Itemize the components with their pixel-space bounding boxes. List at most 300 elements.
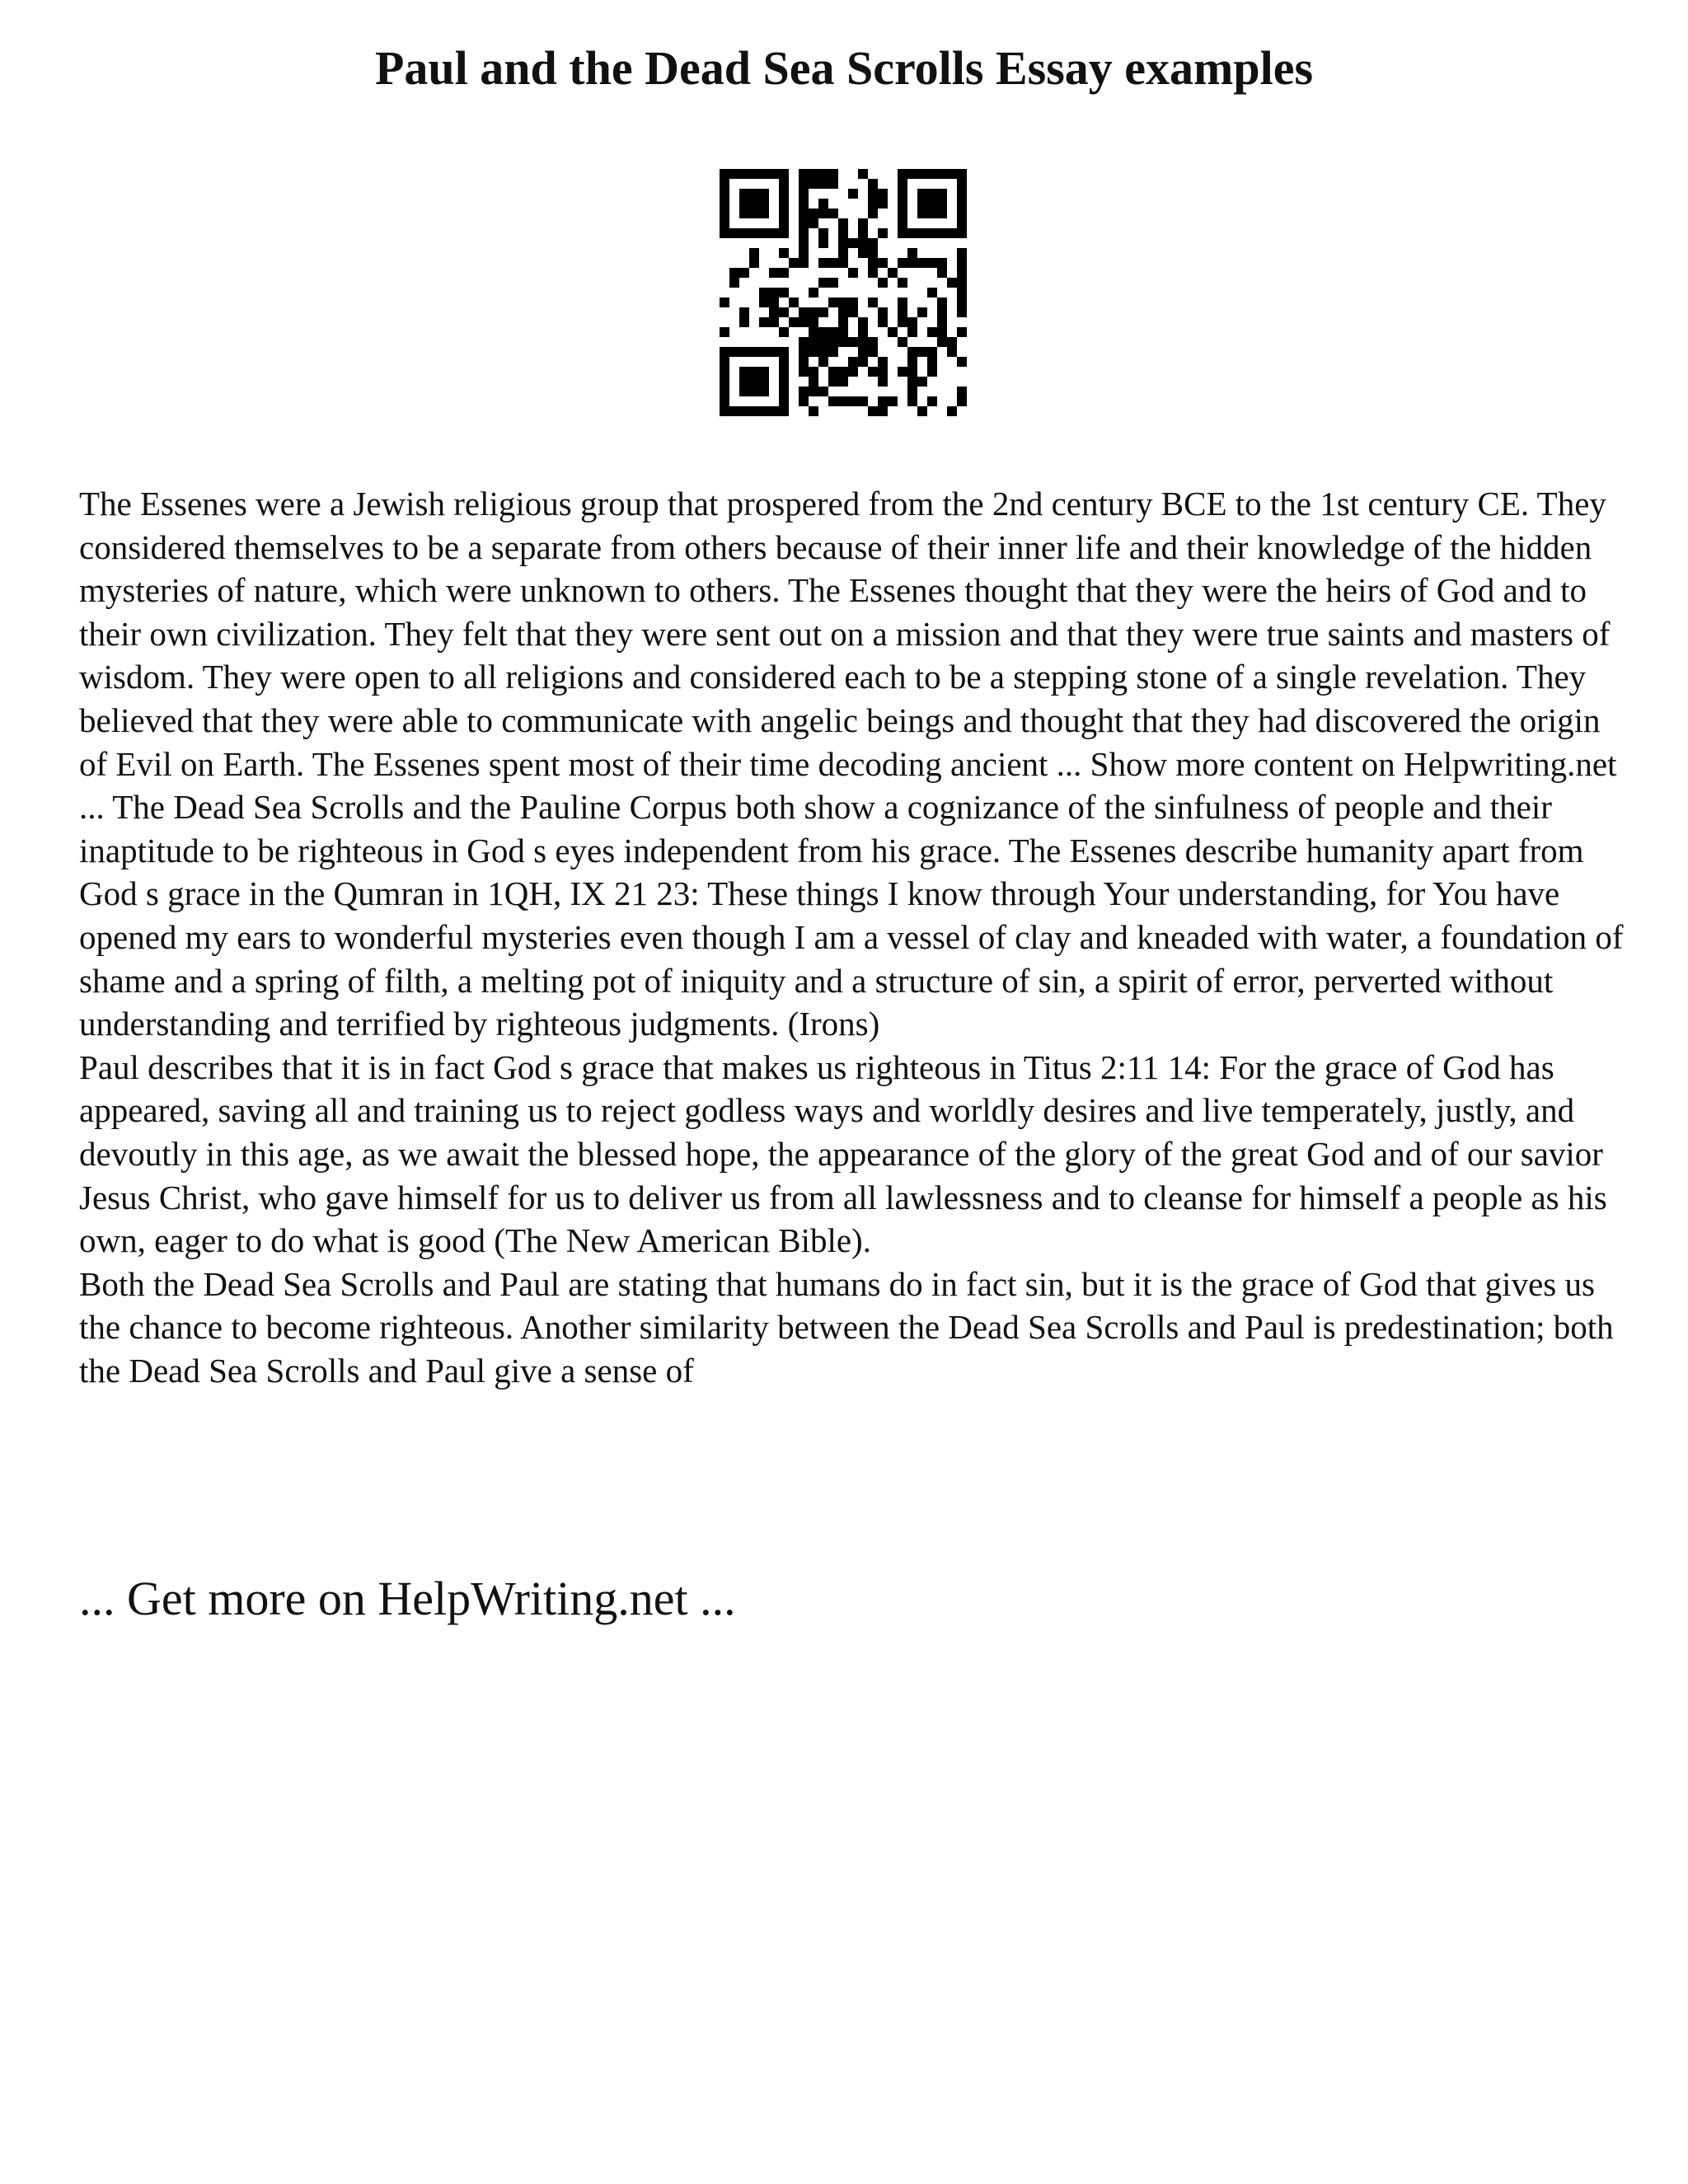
qr-module [957, 387, 967, 396]
qr-module [947, 228, 957, 238]
qr-module [927, 357, 937, 367]
qr-module [878, 317, 888, 327]
qr-module [868, 268, 878, 278]
qr-module [957, 179, 967, 189]
qr-module [779, 228, 789, 238]
qr-module [828, 169, 838, 179]
qr-module [957, 258, 967, 268]
qr-module [868, 248, 878, 258]
qr-module [749, 228, 759, 238]
qr-module [927, 189, 937, 199]
qr-module [749, 199, 759, 209]
qr-module [848, 337, 858, 347]
qr-module [818, 238, 828, 248]
qr-module [799, 199, 809, 209]
qr-module [838, 228, 848, 238]
qr-module [878, 377, 888, 387]
qr-module [779, 248, 789, 258]
qr-module [809, 406, 818, 416]
qr-module [927, 396, 937, 406]
qr-module [759, 298, 769, 307]
qr-module [957, 218, 967, 228]
qr-module [858, 238, 868, 248]
qr-module [907, 396, 917, 406]
qr-module [809, 317, 818, 327]
qr-module [779, 199, 789, 209]
qr-module [779, 406, 789, 416]
qr-module [947, 347, 957, 357]
qr-module [739, 228, 749, 238]
qr-module [759, 347, 769, 357]
qr-module [779, 218, 789, 228]
qr-module [818, 327, 828, 337]
qr-module [917, 258, 927, 268]
qr-module [818, 199, 828, 209]
qr-module [818, 179, 828, 189]
qr-module [720, 396, 729, 406]
qr-module [838, 218, 848, 228]
qr-module [779, 268, 789, 278]
qr-module [720, 199, 729, 209]
essay-paragraph: The Essenes were a Jewish religious group that prospered from the 2nd century BCE to the 1st century CE. They considered themselves to be a separate from others because of their inner life and their knowledge of the hidden mysteries of nature, which were unknown to others. The Essenes thought that they were the heirs of God and to their own civilization. They felt that they were sent out on a mission and that they were true saints and masters of wisdom. They were open to all religions and considered each to be a stepping stone of a single revelation. They believed that they were able to communicate with angelic beings and thought that they had discovered the origin of Evil on Earth. The Essenes spent most of their time decoding ancient ... Show more content on Helpwriting.net ... The Dead Sea Scrolls and the Pauline Corpus both show a cognizance of the sinfulness of people and their inaptitude to be righteous in God s eyes independent from his grace. The Essenes describe humanity apart from God s grace in the Qumran in 1QH, IX 21 23: These things I know through Your understanding, for You have opened my ears to wonderful mysteries even though I am a vessel of clay and kneaded with water, a foundation of shame and a spring of filth, a melting pot of iniquity and a structure of sin, a spirit of error, perverted without understanding and terrified by righteous judgments. (Irons) [79, 485, 1624, 1043]
qr-module [799, 248, 809, 258]
qr-module [907, 347, 917, 357]
qr-module [937, 189, 947, 199]
qr-module [898, 189, 907, 199]
qr-module [838, 317, 848, 327]
qr-module [907, 387, 917, 396]
qr-module [749, 367, 759, 377]
qr-module [720, 377, 729, 387]
qr-module [818, 278, 828, 288]
qr-module [759, 199, 769, 209]
qr-module [838, 396, 848, 406]
qr-module [779, 169, 789, 179]
qr-module [749, 347, 759, 357]
qr-module [947, 278, 957, 288]
qr-module [739, 406, 749, 416]
qr-module [947, 406, 957, 416]
document-title: Paul and the Dead Sea Scrolls Essay examples [374, 41, 1314, 95]
qr-module [888, 396, 898, 406]
qr-module [878, 367, 888, 377]
qr-module [838, 367, 848, 377]
qr-module [838, 248, 848, 258]
qr-module [927, 347, 937, 357]
qr-module [809, 179, 818, 189]
essay-paragraph: Paul describes that it is in fact God s grace that makes us righteous in Titus 2:11 14: For the grace of God has appeared, saving all and training us to reject godless ways and worldly desires and live temperately, justly, and devoutly in this age, as we await the blessed hope, the appearance of the glory of the great God and of our savior Jesus Christ, who gave himself for us to deliver us from all lawlessness and to cleanse for himself a people as his own, eager to do what is good (The New American Bible). [79, 1047, 1607, 1260]
qr-module [898, 199, 907, 209]
qr-module [749, 377, 759, 387]
qr-module [937, 169, 947, 179]
qr-module [739, 209, 749, 218]
qr-module [957, 169, 967, 179]
qr-module [749, 189, 759, 199]
qr-module [749, 258, 759, 268]
qr-module [809, 347, 818, 357]
qr-module [739, 307, 749, 317]
qr-module [907, 357, 917, 367]
qr-code-icon [720, 169, 967, 416]
qr-module [898, 337, 907, 347]
qr-module [858, 347, 868, 357]
qr-module [838, 258, 848, 268]
qr-module [739, 169, 749, 179]
qr-module [907, 169, 917, 179]
qr-module [720, 218, 729, 228]
qr-module [878, 199, 888, 209]
qr-module [898, 228, 907, 238]
qr-module [818, 228, 828, 238]
qr-module [917, 209, 927, 218]
qr-module [878, 278, 888, 288]
qr-module [759, 288, 769, 298]
qr-module [769, 406, 779, 416]
qr-module [907, 367, 917, 377]
qr-module [858, 396, 868, 406]
qr-module [759, 228, 769, 238]
qr-module [818, 357, 828, 367]
qr-module [898, 307, 907, 317]
qr-module [779, 347, 789, 357]
qr-module [917, 199, 927, 209]
qr-module [720, 357, 729, 367]
qr-module [759, 367, 769, 377]
qr-module [749, 169, 759, 179]
qr-module [779, 179, 789, 189]
qr-module [937, 307, 947, 317]
qr-module [809, 337, 818, 347]
qr-module [868, 347, 878, 357]
qr-module [799, 179, 809, 189]
qr-module [937, 298, 947, 307]
qr-module [868, 337, 878, 347]
qr-module [720, 189, 729, 199]
qr-module [799, 367, 809, 377]
qr-module [947, 337, 957, 347]
qr-module [868, 298, 878, 307]
qr-module [809, 367, 818, 377]
qr-module [898, 258, 907, 268]
qr-module [789, 298, 799, 307]
qr-module [917, 347, 927, 357]
qr-module [838, 377, 848, 387]
qr-module [957, 268, 967, 278]
qr-module [878, 189, 888, 199]
qr-module [937, 228, 947, 238]
qr-module [779, 209, 789, 218]
qr-module [828, 337, 838, 347]
qr-module [878, 357, 888, 367]
qr-module [838, 307, 848, 317]
qr-module [957, 189, 967, 199]
qr-module [779, 307, 789, 317]
qr-module [878, 406, 888, 416]
qr-module [799, 209, 809, 218]
qr-module [957, 209, 967, 218]
qr-module [888, 268, 898, 278]
qr-module [720, 347, 729, 357]
qr-module [927, 367, 937, 377]
qr-module [739, 268, 749, 278]
qr-module [818, 387, 828, 396]
qr-module [729, 278, 739, 288]
qr-module [957, 199, 967, 209]
qr-module [779, 327, 789, 337]
qr-module [858, 337, 868, 347]
qr-module [888, 327, 898, 337]
qr-module [739, 199, 749, 209]
qr-module [868, 199, 878, 209]
qr-module [828, 179, 838, 189]
qr-module [937, 317, 947, 327]
qr-module [799, 337, 809, 347]
qr-module [848, 396, 858, 406]
qr-module [868, 238, 878, 248]
qr-module [868, 189, 878, 199]
qr-module [878, 396, 888, 406]
qr-module [917, 406, 927, 416]
qr-module [739, 317, 749, 327]
qr-module [769, 288, 779, 298]
qr-module [759, 209, 769, 218]
qr-module [848, 298, 858, 307]
qr-module [957, 248, 967, 258]
qr-module [927, 228, 937, 238]
qr-module [907, 228, 917, 238]
qr-module [799, 228, 809, 238]
qr-module [729, 228, 739, 238]
qr-module [947, 169, 957, 179]
qr-module [898, 367, 907, 377]
qr-module [957, 396, 967, 406]
qr-module [799, 387, 809, 396]
essay-paragraph: Both the Dead Sea Scrolls and Paul are stating that humans do in fact sin, but it is the grace of God that gives us the chance to become righteous. Another similarity between the Dead Sea Scrolls and Paul is predestination; both the Dead Sea Scrolls and Paul give a sense of [79, 1264, 1614, 1390]
qr-module [858, 248, 868, 258]
qr-module [720, 387, 729, 396]
qr-module [779, 189, 789, 199]
qr-module [809, 377, 818, 387]
qr-module [848, 307, 858, 317]
qr-module [957, 288, 967, 298]
qr-module [937, 209, 947, 218]
qr-module [927, 327, 937, 337]
qr-module [809, 218, 818, 228]
qr-module [749, 209, 759, 218]
qr-module [739, 347, 749, 357]
qr-module [739, 189, 749, 199]
qr-module [739, 367, 749, 377]
qr-module [898, 317, 907, 327]
qr-module [898, 278, 907, 288]
qr-module [898, 179, 907, 189]
qr-module [818, 169, 828, 179]
qr-module [799, 218, 809, 228]
qr-module [858, 228, 868, 238]
qr-module [799, 347, 809, 357]
qr-module [848, 357, 858, 367]
qr-module [799, 307, 809, 317]
qr-module [720, 327, 729, 337]
qr-module [759, 189, 769, 199]
qr-module [769, 307, 779, 317]
qr-module [828, 327, 838, 337]
qr-module [779, 357, 789, 367]
qr-module [809, 327, 818, 337]
qr-module [898, 218, 907, 228]
qr-module [937, 258, 947, 268]
qr-module [838, 327, 848, 337]
qr-module [720, 228, 729, 238]
qr-module [848, 268, 858, 278]
qr-module [769, 268, 779, 278]
qr-module [809, 209, 818, 218]
qr-module [858, 317, 868, 327]
qr-module [868, 179, 878, 189]
qr-module [809, 288, 818, 298]
qr-module [927, 199, 937, 209]
qr-module [828, 347, 838, 357]
qr-module [927, 209, 937, 218]
qr-module [799, 169, 809, 179]
qr-module [917, 307, 927, 317]
qr-module [818, 258, 828, 268]
qr-module [828, 209, 838, 218]
get-more-link[interactable]: ... Get more on HelpWriting.net ... [79, 1572, 736, 1625]
qr-module [720, 367, 729, 377]
qr-module [720, 298, 729, 307]
qr-module [838, 238, 848, 248]
qr-module [907, 377, 917, 387]
qr-module [828, 367, 838, 377]
qr-module [769, 347, 779, 357]
qr-module [957, 278, 967, 288]
qr-module [917, 169, 927, 179]
qr-module [779, 288, 789, 298]
qr-module [759, 377, 769, 387]
qr-module [828, 258, 838, 268]
qr-module [799, 238, 809, 248]
qr-module [937, 268, 947, 278]
qr-module [858, 169, 868, 179]
qr-module [769, 228, 779, 238]
qr-module [769, 298, 779, 307]
qr-module [720, 209, 729, 218]
qr-module [937, 337, 947, 347]
qr-module [769, 317, 779, 327]
qr-module [848, 189, 858, 199]
qr-module [779, 387, 789, 396]
qr-module [937, 199, 947, 209]
qr-module [779, 396, 789, 406]
qr-module [749, 387, 759, 396]
qr-module [848, 238, 858, 248]
qr-module [739, 387, 749, 396]
qr-module [878, 307, 888, 317]
qr-module [917, 377, 927, 387]
qr-module [769, 169, 779, 179]
qr-module [828, 396, 838, 406]
qr-module [799, 396, 809, 406]
qr-module [848, 367, 858, 377]
qr-module [759, 169, 769, 179]
qr-module [838, 337, 848, 347]
qr-module [858, 357, 868, 367]
qr-module [720, 406, 729, 416]
qr-module [927, 169, 937, 179]
qr-module [907, 258, 917, 268]
qr-module [828, 278, 838, 288]
qr-module [858, 218, 868, 228]
qr-module [868, 258, 878, 268]
qr-module [858, 327, 868, 337]
qr-module [799, 258, 809, 268]
qr-module [779, 367, 789, 377]
qr-module [818, 337, 828, 347]
qr-module [898, 298, 907, 307]
qr-module [898, 209, 907, 218]
qr-module [749, 248, 759, 258]
qr-module [828, 298, 838, 307]
qr-module [957, 307, 967, 317]
qr-module [957, 228, 967, 238]
qr-module [759, 317, 769, 327]
qr-module [927, 258, 937, 268]
qr-module [878, 228, 888, 238]
qr-module [720, 179, 729, 189]
qr-module [720, 169, 729, 179]
qr-module [759, 387, 769, 396]
qr-module [739, 377, 749, 387]
qr-module [809, 387, 818, 396]
qr-module [818, 347, 828, 357]
qr-module [917, 228, 927, 238]
qr-module [729, 268, 739, 278]
qr-module [957, 327, 967, 337]
qr-module [907, 317, 917, 327]
qr-module [789, 258, 799, 268]
qr-module [729, 347, 739, 357]
qr-module [937, 327, 947, 337]
qr-module [799, 357, 809, 367]
qr-module [759, 406, 769, 416]
qr-module [809, 307, 818, 317]
qr-module [818, 307, 828, 317]
qr-module [868, 209, 878, 218]
qr-module [799, 317, 809, 327]
qr-module [927, 288, 937, 298]
qr-module [868, 367, 878, 377]
qr-module [799, 189, 809, 199]
qr-module [729, 169, 739, 179]
qr-module [898, 169, 907, 179]
qr-module [957, 357, 967, 367]
qr-module [868, 406, 878, 416]
qr-module [828, 377, 838, 387]
qr-module [809, 169, 818, 179]
qr-module [818, 209, 828, 218]
qr-module [779, 377, 789, 387]
qr-module [878, 258, 888, 268]
qr-module [957, 298, 967, 307]
qr-module [907, 327, 917, 337]
qr-module [917, 189, 927, 199]
qr-module [749, 406, 759, 416]
qr-module [789, 317, 799, 327]
qr-module [729, 406, 739, 416]
qr-module [838, 298, 848, 307]
qr-module [907, 248, 917, 258]
